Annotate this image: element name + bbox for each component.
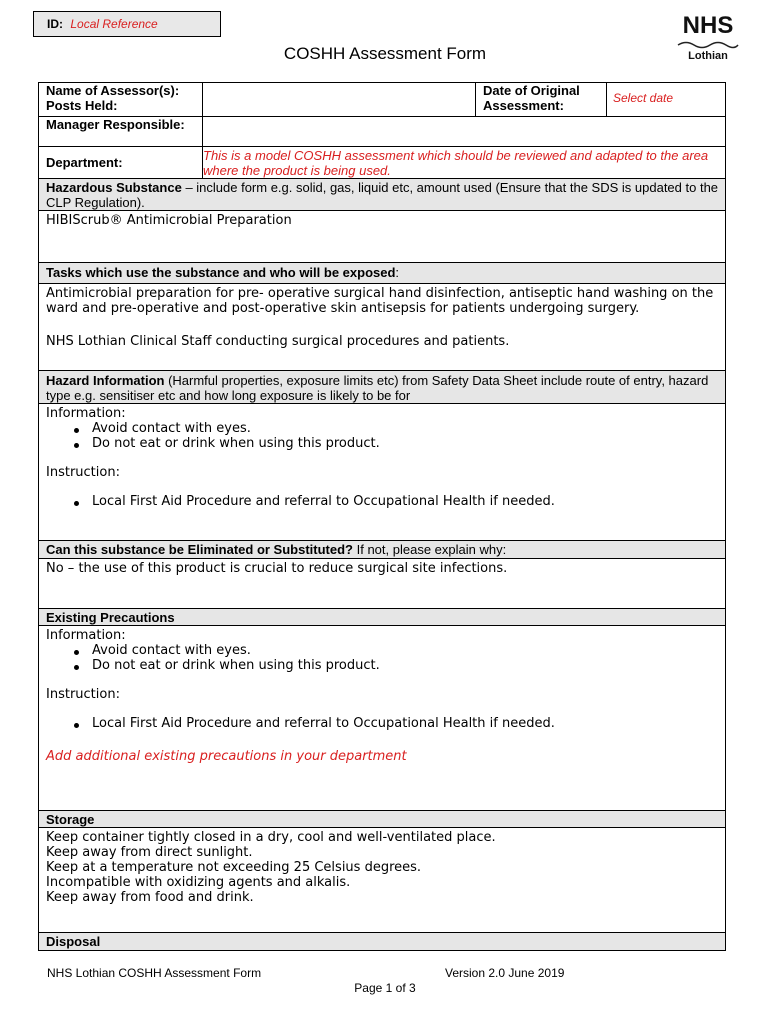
list-item: Avoid contact with eyes. bbox=[74, 643, 725, 658]
precautions-value[interactable] bbox=[39, 626, 726, 811]
id-value[interactable]: Local Reference bbox=[70, 17, 158, 31]
disposal-heading: Disposal bbox=[39, 933, 726, 951]
tasks-line2: NHS Lothian Clinical Staff conducting surgical procedures and patients. bbox=[46, 334, 510, 349]
date-label-line2: Assessment: bbox=[483, 98, 564, 113]
list-item: Local First Aid Procedure and referral to Occupational Health if needed. bbox=[74, 494, 725, 509]
id-label: ID: bbox=[47, 17, 63, 31]
model-note: This is a model COSHH assessment which should be reviewed and adapted to the area where the product is being used. bbox=[203, 147, 726, 179]
eliminate-text: No – the use of this product is crucial to reduce surgical site infections. bbox=[46, 561, 508, 576]
nhs-logo-text: NHS bbox=[682, 12, 734, 39]
precautions-information-label: Information: bbox=[46, 628, 126, 643]
page-title: COSHH Assessment Form bbox=[283, 44, 487, 63]
department-label: Department: bbox=[39, 147, 203, 179]
posts-label: Posts Held: bbox=[46, 98, 118, 113]
date-label-line1: Date of Original bbox=[483, 83, 580, 98]
hazard-info-heading-rest: (Harmful properties, exposure limits etc) from Safety Data Sheet include route of entry, hazard type e.g. sensitiser etc and how long exposure is likely to be for bbox=[46, 373, 709, 403]
tasks-heading bbox=[39, 263, 726, 284]
hazardous-substance-heading bbox=[39, 179, 726, 211]
storage-line: Keep at a temperature not exceeding 25 Celsius degrees. bbox=[46, 860, 422, 875]
list-item: Local First Aid Procedure and referral to Occupational Health if needed. bbox=[74, 716, 725, 731]
footer-version: Version 2.0 June 2019 bbox=[445, 966, 565, 980]
id-field[interactable] bbox=[33, 11, 221, 37]
footer-page-number: Page 1 of 3 bbox=[354, 981, 416, 995]
date-select[interactable]: Select date bbox=[607, 83, 726, 117]
list-item: Do not eat or drink when using this product. bbox=[74, 658, 725, 673]
list-item: Do not eat or drink when using this product. bbox=[74, 436, 725, 451]
tasks-value[interactable] bbox=[39, 284, 726, 371]
hazardous-substance-heading-rest: – include form e.g. solid, gas, liquid etc, amount used (Ensure that the SDS is updated to the CLP Regulation). bbox=[46, 180, 719, 210]
storage-line: Incompatible with oxidizing agents and alkalis. bbox=[46, 875, 351, 890]
tasks-heading-rest: : bbox=[395, 265, 400, 280]
footer-form-name: NHS Lothian COSHH Assessment Form bbox=[47, 966, 262, 980]
precautions-instruction-bullets bbox=[46, 716, 725, 731]
tasks-line1: Antimicrobial preparation for pre- operative surgical hand disinfection, antiseptic hand washing on the ward and pre-operative and post-operative skin antisepsis for patients undergoing surgery. bbox=[46, 286, 714, 316]
precautions-bullets bbox=[46, 643, 725, 673]
assessor-label: Name of Assessor(s): bbox=[46, 83, 180, 98]
assessor-input[interactable] bbox=[203, 83, 476, 117]
hazard-info-value[interactable] bbox=[39, 404, 726, 541]
coshh-form-table bbox=[38, 82, 726, 951]
tasks-heading-bold: Tasks which use the substance and who will be exposed bbox=[46, 265, 396, 280]
nhs-board-name: Lothian bbox=[688, 50, 728, 62]
precautions-instruction-label: Instruction: bbox=[46, 687, 120, 702]
storage-line: Keep container tightly closed in a dry, cool and well-ventilated place. bbox=[46, 830, 496, 845]
substance-name: HIBIScrub® Antimicrobial Preparation bbox=[46, 213, 292, 228]
list-item: Avoid contact with eyes. bbox=[74, 421, 725, 436]
hazard-instruction-bullets bbox=[46, 494, 725, 509]
hazard-instruction-label: Instruction: bbox=[46, 465, 120, 480]
storage-line: Keep away from direct sunlight. bbox=[46, 845, 253, 860]
eliminate-heading-bold: Can this substance be Eliminated or Substituted? bbox=[46, 542, 353, 557]
hazard-info-heading-bold: Hazard Information bbox=[46, 373, 165, 388]
add-precautions-note: Add additional existing precautions in your department bbox=[46, 749, 407, 764]
hazard-info-heading bbox=[39, 371, 726, 404]
assessor-label-cell bbox=[39, 83, 203, 117]
hazardous-substance-value[interactable] bbox=[39, 211, 726, 263]
precautions-heading: Existing Precautions bbox=[39, 609, 726, 626]
eliminate-heading bbox=[39, 541, 726, 559]
hazardous-substance-heading-bold: Hazardous Substance bbox=[46, 180, 182, 195]
manager-input[interactable] bbox=[203, 117, 726, 147]
hazard-info-bullets bbox=[46, 421, 725, 451]
storage-heading: Storage bbox=[39, 811, 726, 828]
hazard-information-label: Information: bbox=[46, 406, 126, 421]
eliminate-heading-rest: If not, please explain why: bbox=[353, 542, 507, 557]
manager-label: Manager Responsible: bbox=[39, 117, 203, 147]
eliminate-value[interactable] bbox=[39, 559, 726, 609]
storage-line: Keep away from food and drink. bbox=[46, 890, 254, 905]
date-label-cell bbox=[476, 83, 607, 117]
storage-value[interactable] bbox=[39, 828, 726, 933]
